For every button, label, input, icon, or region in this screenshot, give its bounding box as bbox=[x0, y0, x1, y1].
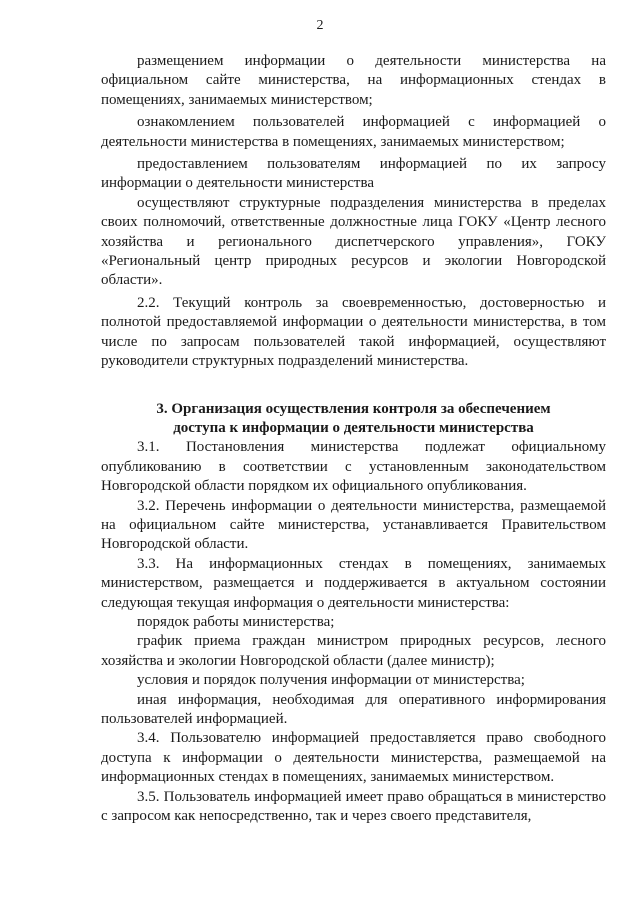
paragraph-familiarization: ознакомлением пользователей информацией с информацией о деятельности министерства в помещениях, занимаемых министерством; bbox=[101, 114, 606, 150]
list-item-reception-schedule: график приема граждан министром природных ресурсов, лесного хозяйства и экологии Новгородской области (далее министр); bbox=[101, 633, 606, 669]
paragraph-3-4: 3.4. Пользователю информацией предоставляется право свободного доступа к информации о деятельности министерства, размещаемой на информационных стендах в помещениях, занимаемых министерством. bbox=[101, 730, 606, 786]
section-heading-line-1: 3. Организация осуществления контроля за обеспечением bbox=[156, 400, 551, 417]
paragraph-provision-on-request: предоставлением пользователям информацией по их запросу информации о деятельности министерства bbox=[101, 156, 606, 192]
document-body bbox=[101, 52, 606, 826]
paragraph-2-2: 2.2. Текущий контроль за своевременностью, достоверностью и полнотой предоставляемой информации о деятельности министерства, в том числе по запросам пользователей такой информацией, осуществляют руководители структурных подразделений министерства. bbox=[101, 294, 606, 370]
paragraph-3-5: 3.5. Пользователь информацией имеет право обращаться в министерство с запросом как непосредственно, так и через своего представителя, bbox=[101, 788, 606, 825]
paragraph-posting-info: размещением информации о деятельности министерства на официальном сайте министерства, на информационных стендах в помещениях, занимаемых министерством; bbox=[101, 53, 606, 108]
paragraph-3-2: 3.2. Перечень информации о деятельности министерства, размещаемой на официальном сайте министерства, устанавливается Правительством Новгородской области. bbox=[101, 497, 606, 553]
section-heading-line-2: доступа к информации о деятельности министерства bbox=[173, 419, 534, 436]
list-item-work-schedule: порядок работы министерства; bbox=[137, 613, 335, 630]
list-item-conditions: условия и порядок получения информации от министерства; bbox=[137, 672, 525, 689]
paragraph-3-3: 3.3. На информационных стендах в помещениях, занимаемых министерством, размещается и поддерживается в актуальном состоянии следующая текущая информация о деятельности министерства: bbox=[101, 555, 606, 611]
paragraph-responsible-units: осуществляют структурные подразделения министерства в пределах своих полномочий, ответственные должностные лица ГОКУ «Центр лесного хозяйства и регионального диспетчерского управления», ГОКУ «Региональный центр природных ресурсов и экологии Новгородской области». bbox=[101, 194, 606, 289]
section-gap bbox=[101, 372, 606, 400]
page-number: 2 bbox=[316, 18, 324, 33]
list-item-other-info: иная информация, необходимая для оперативного информирования пользователей информацией. bbox=[101, 691, 606, 727]
paragraph-3-1: 3.1. Постановления министерства подлежат официальному опубликованию в соответствии с установленным законодательством Новгородской области порядком их официального опубликования. bbox=[101, 439, 606, 495]
